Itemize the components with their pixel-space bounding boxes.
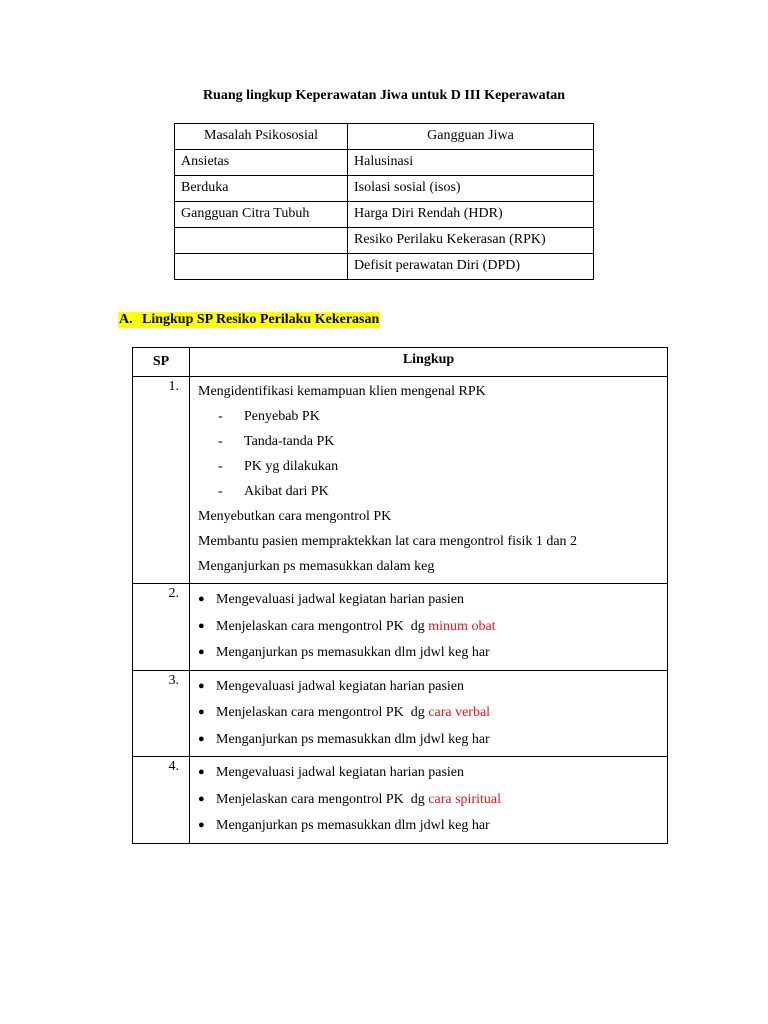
table-row xyxy=(175,150,594,176)
column-header-lingkup: Lingkup xyxy=(190,348,668,377)
section-heading xyxy=(118,312,380,328)
sp-number: 1. xyxy=(133,377,190,584)
list-item xyxy=(198,699,661,726)
bullet-icon: ● xyxy=(198,593,205,605)
list-item-text: Menjelaskan cara mengontrol PK dg xyxy=(216,705,429,720)
section-letter: A. xyxy=(119,312,133,327)
table-row xyxy=(175,202,594,228)
sp-number: 2. xyxy=(133,584,190,671)
list-item xyxy=(198,812,661,839)
bullet-icon: ● xyxy=(198,766,205,778)
bullet-icon: ● xyxy=(198,646,205,658)
table-row xyxy=(133,584,668,671)
sp-content xyxy=(190,377,668,584)
sp-intro: Mengidentifikasi kemampuan klien mengenal RPK xyxy=(198,384,486,399)
table-header-row xyxy=(133,348,668,377)
list-item-text: Mengevaluasi jadwal kegiatan harian pasien xyxy=(216,592,465,607)
section-heading-text: Lingkup SP Resiko Perilaku Kekerasan xyxy=(142,312,380,327)
list-item-text: Penyebab PK xyxy=(244,409,320,424)
list-item-text: Akibat dari PK xyxy=(244,484,329,499)
list-item-text: Mengevaluasi jadwal kegiatan harian pasien xyxy=(216,765,465,780)
list-item xyxy=(198,726,661,753)
sp-number: 4. xyxy=(133,757,190,844)
dash-icon: - xyxy=(218,459,223,474)
bullet-icon: ● xyxy=(198,792,205,805)
table-row xyxy=(133,377,668,584)
column-header: Gangguan Jiwa xyxy=(348,124,594,150)
table-cell: Defisit perawatan Diri (DPD) xyxy=(348,254,594,280)
highlighted-method: minum obat xyxy=(428,618,496,634)
dash-icon: - xyxy=(218,434,223,449)
list-item-text: Menganjurkan ps memasukkan dlm jdwl keg har xyxy=(216,731,490,747)
bullet-icon: ● xyxy=(198,619,205,632)
sp-content xyxy=(190,584,668,671)
sp-number: 3. xyxy=(133,670,190,757)
table-cell: Resiko Perilaku Kekerasan (RPK) xyxy=(348,228,594,254)
list-item-text: Menjelaskan cara mengontrol PK dg xyxy=(216,791,429,807)
dash-icon: - xyxy=(218,409,223,424)
sp-content xyxy=(190,757,668,844)
list-item xyxy=(198,639,661,666)
bullet-icon: ● xyxy=(198,706,205,718)
bullet-icon: ● xyxy=(198,819,205,831)
table-cell: Halusinasi xyxy=(348,150,594,176)
column-header-sp: SP xyxy=(133,348,190,377)
sp-scope-table xyxy=(132,347,668,844)
table-cell: Ansietas xyxy=(175,150,348,176)
table-cell xyxy=(175,254,348,280)
sp-line: Menyebutkan cara mengontrol PK xyxy=(198,509,392,524)
sp-line: Menganjurkan ps memasukkan dalam keg xyxy=(198,559,435,574)
sp-content xyxy=(190,670,668,757)
list-item xyxy=(198,454,661,479)
table-row xyxy=(133,757,668,844)
dash-icon: - xyxy=(218,484,223,499)
table-row xyxy=(175,228,594,254)
table-cell: Berduka xyxy=(175,176,348,202)
list-item xyxy=(198,429,661,454)
list-item xyxy=(198,404,661,429)
table-header-row xyxy=(175,124,594,150)
list-item xyxy=(198,479,661,504)
page-title: Ruang lingkup Keperawatan Jiwa untuk D III Keperawatan xyxy=(202,88,566,103)
table-cell: Harga Diri Rendah (HDR) xyxy=(348,202,594,228)
list-item-text: Menganjurkan ps memasukkan dlm jdwl keg har xyxy=(216,645,490,660)
highlighted-method: cara spiritual xyxy=(428,791,501,807)
list-item xyxy=(198,786,661,813)
list-item xyxy=(198,613,661,640)
sp-line: Membantu pasien mempraktekkan lat cara mengontrol fisik 1 dan 2 xyxy=(198,534,578,549)
list-item xyxy=(198,586,661,613)
table-cell: Gangguan Citra Tubuh xyxy=(175,202,348,228)
psychosocial-table xyxy=(174,123,594,280)
table-row xyxy=(175,254,594,280)
column-header: Masalah Psikososial xyxy=(175,124,348,150)
list-item-text: Tanda-tanda PK xyxy=(244,434,335,449)
list-item xyxy=(198,673,661,700)
list-item-text: PK yg dilakukan xyxy=(244,459,339,474)
bullet-icon: ● xyxy=(198,732,205,745)
bullet-icon: ● xyxy=(198,679,205,692)
table-row xyxy=(133,670,668,757)
list-item-text: Mengevaluasi jadwal kegiatan harian pasien xyxy=(216,678,465,694)
table-row xyxy=(175,176,594,202)
list-item-text: Menganjurkan ps memasukkan dlm jdwl keg har xyxy=(216,818,490,833)
table-cell: Isolasi sosial (isos) xyxy=(348,176,594,202)
list-item xyxy=(198,759,661,786)
list-item-text: Menjelaskan cara mengontrol PK dg xyxy=(216,618,429,634)
table-cell xyxy=(175,228,348,254)
highlighted-method: cara verbal xyxy=(428,705,491,720)
